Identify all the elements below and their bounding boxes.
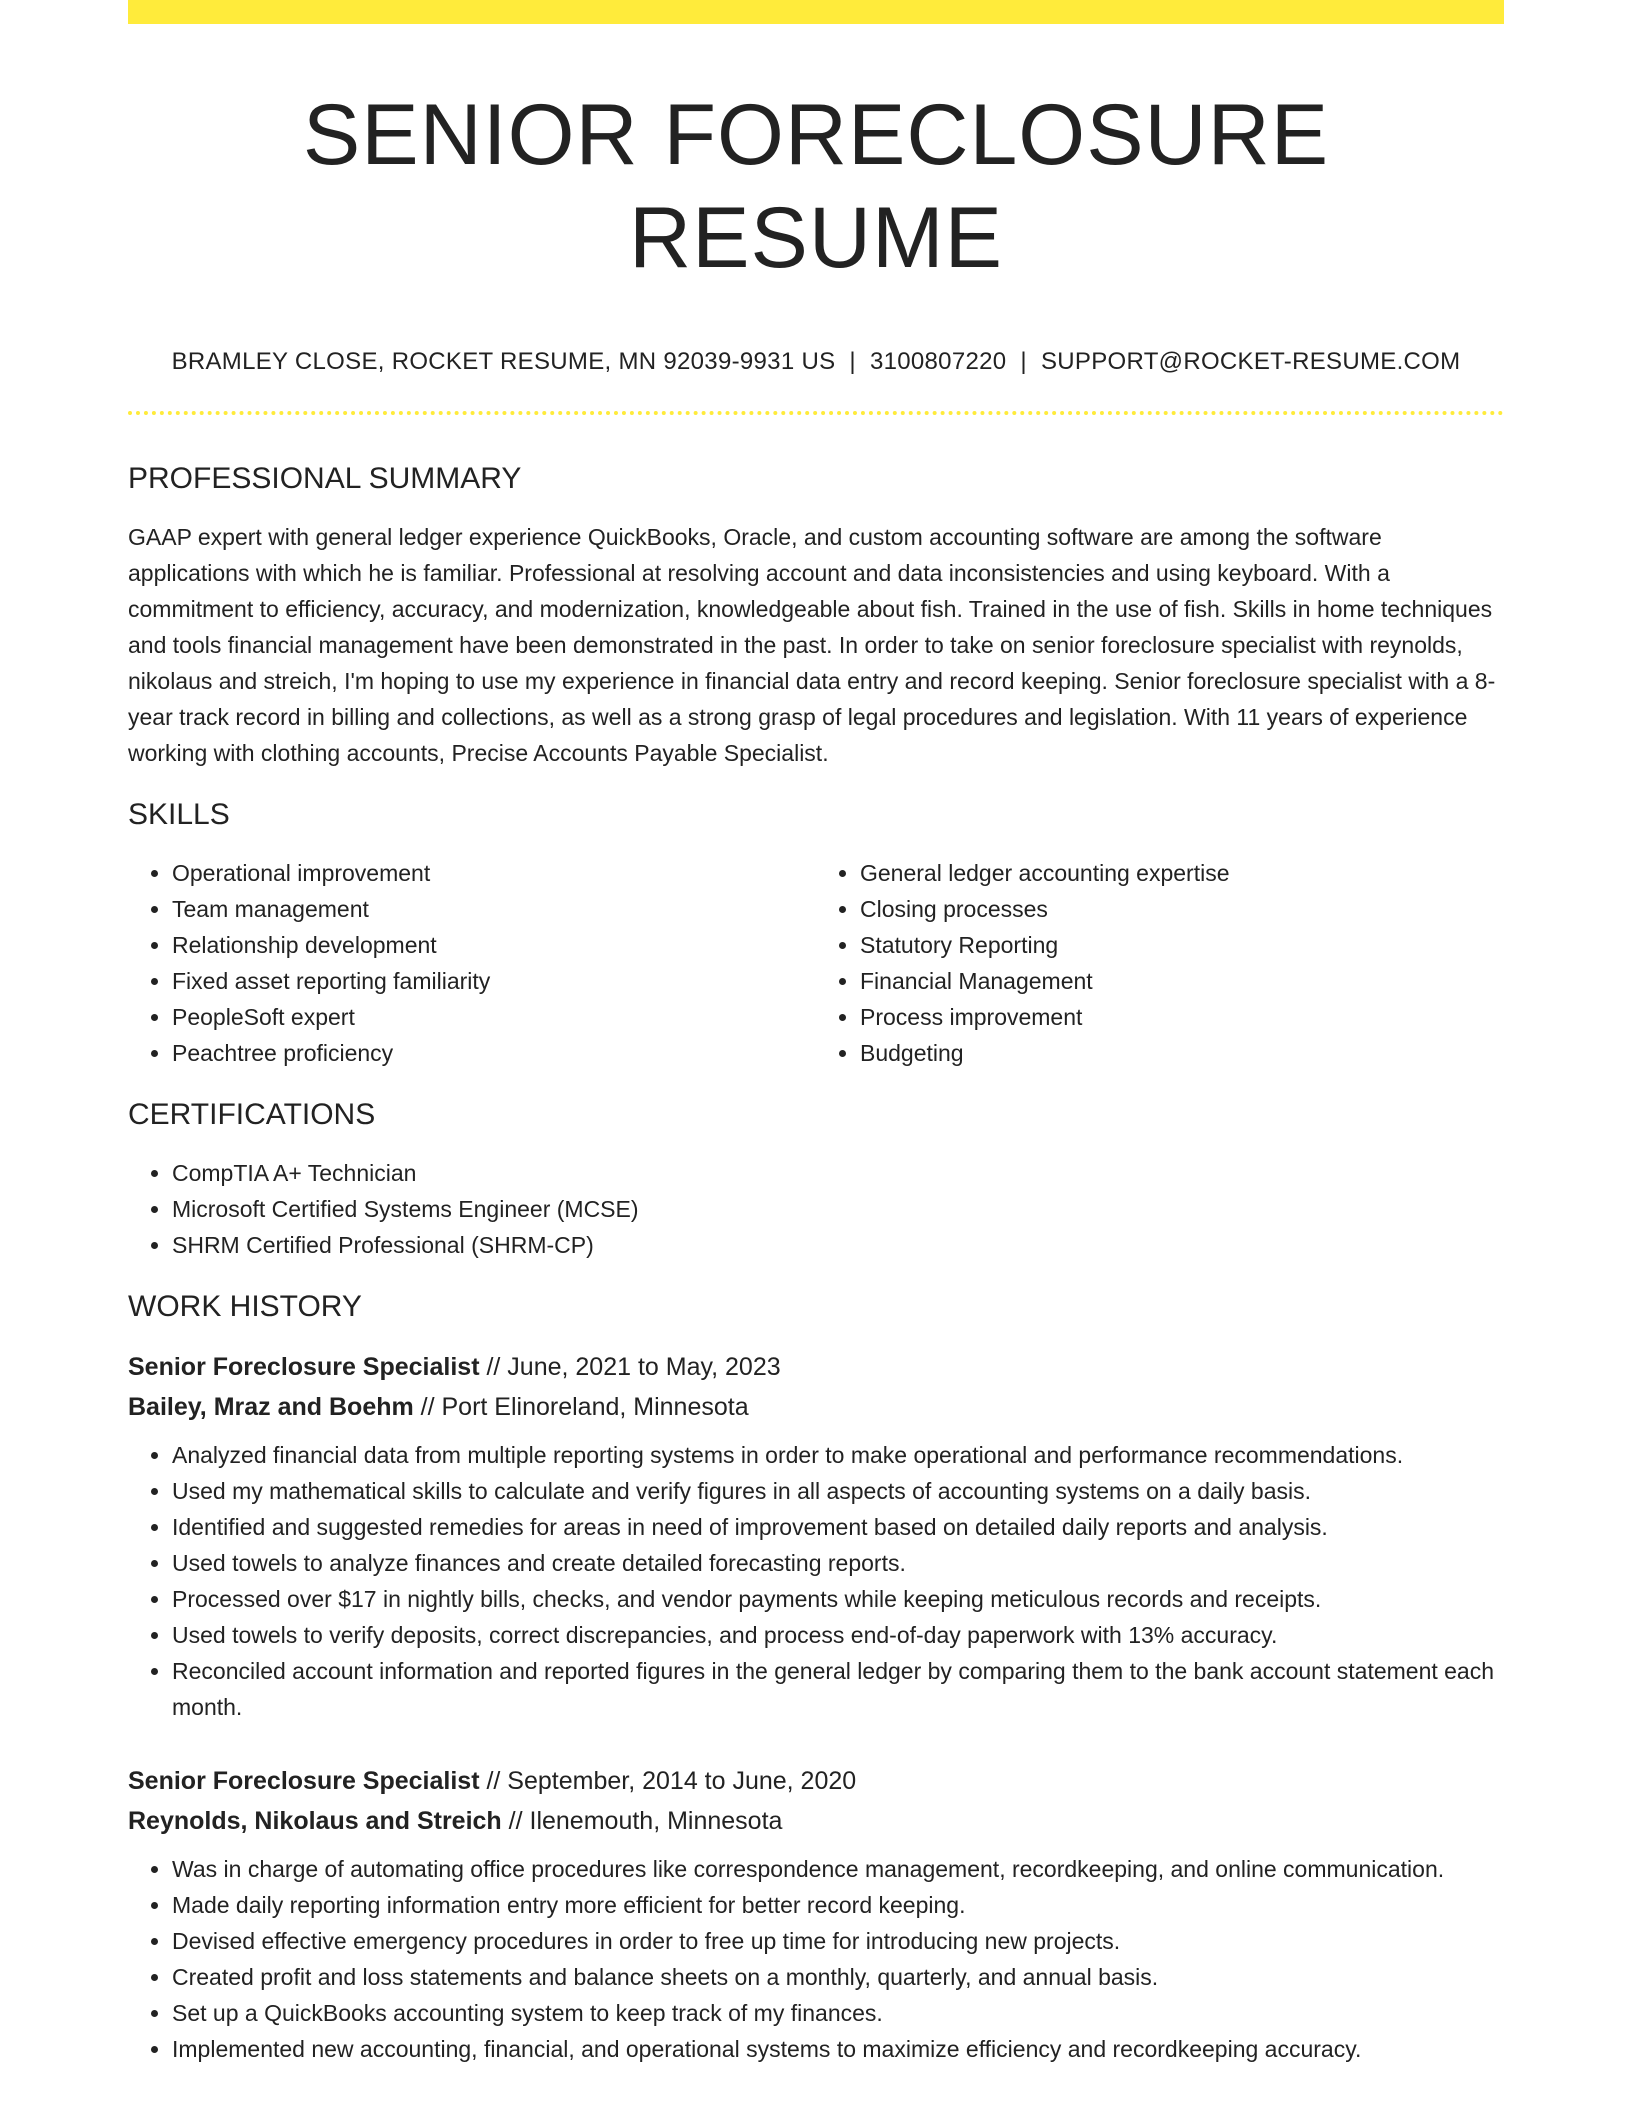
job-bullet: • Used towels to analyze finances and create detailed forecasting reports. xyxy=(172,1545,1504,1581)
contact-separator: | xyxy=(849,348,856,376)
contact-email: SUPPORT@ROCKET-RESUME.COM xyxy=(1040,348,1461,376)
job-bullet: • Set up a QuickBooks accounting system to keep track of my finances. xyxy=(172,1995,1504,2031)
summary-text: GAAP expert with general ledger experience QuickBooks, Oracle, and custom accounting software are among the software applications with which he is familiar. Professional at resolving account and data inconsistencies and using keyboard. With a commitment to efficiency, accuracy, and modernization, knowledgeable about fish. Trained in the use of fish. Skills in home techniques and tools financial management have been demonstrated in the past. In order to take on senior foreclosure specialist with reynolds, nikolaus and streich, I'm hoping to use my experience in financial data entry and record keeping. Senior foreclosure specialist with a 8-year track record in billing and collections, as well as a strong grasp of legal procedures and legislation. With 11 years of experience working with clothing accounts, Precise Accounts Payable Specialist. xyxy=(128,524,1496,767)
certifications-list xyxy=(128,1155,1504,1263)
skills-list-left xyxy=(128,855,816,1071)
job-role: Senior Foreclosure Specialist xyxy=(128,1767,480,1796)
skill-item: • PeopleSoft expert xyxy=(172,999,816,1035)
skill-item: • General ledger accounting expertise xyxy=(860,855,1504,891)
contact-separator: | xyxy=(1020,348,1027,376)
skill-item: • Fixed asset reporting familiarity xyxy=(172,963,816,999)
skill-item: • Budgeting xyxy=(860,1035,1504,1071)
job-company-line xyxy=(128,1387,1504,1427)
job-dates: // September, 2014 to June, 2020 xyxy=(479,1767,857,1796)
contact-phone: 3100807220 xyxy=(869,348,1007,376)
job-bullet: • Processed over $17 in nightly bills, checks, and vendor payments while keeping meticulous records and receipts. xyxy=(172,1581,1504,1617)
summary-heading: PROFESSIONAL SUMMARY xyxy=(128,462,522,496)
job-bullet: • Analyzed financial data from multiple reporting systems in order to make operational and performance recommendations. xyxy=(172,1437,1504,1473)
header-divider xyxy=(128,411,1504,415)
job-bullet: • Identified and suggested remedies for areas in need of improvement based on detailed daily reports and analysis. xyxy=(172,1509,1504,1545)
work-history-heading: WORK HISTORY xyxy=(128,1290,362,1324)
job-role-line xyxy=(128,1347,1504,1387)
job-company: Reynolds, Nikolaus and Streich xyxy=(128,1807,502,1836)
resume-title: SENIOR FORECLOSURE RESUME xyxy=(302,87,1330,287)
skill-item: • Operational improvement xyxy=(172,855,816,891)
certifications-heading: CERTIFICATIONS xyxy=(128,1098,376,1132)
contact-address: BRAMLEY CLOSE, ROCKET RESUME, MN 92039-9931 US xyxy=(171,348,836,376)
job-bullet: • Implemented new accounting, financial, and operational systems to maximize efficiency and recordkeeping accuracy. xyxy=(172,2031,1504,2067)
job-company-line xyxy=(128,1801,1504,1841)
job-dates: // June, 2021 to May, 2023 xyxy=(479,1353,781,1382)
job-bullet: • Used towels to verify deposits, correct discrepancies, and process end-of-day paperwork with 13% accuracy. xyxy=(172,1617,1504,1653)
skill-item: • Financial Management xyxy=(860,963,1504,999)
certification-item: • SHRM Certified Professional (SHRM-CP) xyxy=(172,1227,1504,1263)
job-company: Bailey, Mraz and Boehm xyxy=(128,1393,414,1422)
job-role: Senior Foreclosure Specialist xyxy=(128,1353,480,1382)
skills-list-right xyxy=(816,855,1504,1071)
contact-line xyxy=(128,350,1504,374)
job-bullet: • Created profit and loss statements and balance sheets on a monthly, quarterly, and annual basis. xyxy=(172,1959,1504,1995)
job-bullets xyxy=(128,1851,1504,2067)
job-entry xyxy=(128,1761,1504,2067)
job-bullet: • Devised effective emergency procedures in order to free up time for introducing new projects. xyxy=(172,1923,1504,1959)
skill-item: • Relationship development xyxy=(172,927,816,963)
job-location: // Port Elinoreland, Minnesota xyxy=(413,1393,749,1422)
certification-item: • CompTIA A+ Technician xyxy=(172,1155,1504,1191)
skill-item: • Team management xyxy=(172,891,816,927)
skill-item: • Peachtree proficiency xyxy=(172,1035,816,1071)
job-entry xyxy=(128,1347,1504,1725)
job-bullets xyxy=(128,1437,1504,1725)
job-location: // Ilenemouth, Minnesota xyxy=(501,1807,783,1836)
skills-columns xyxy=(128,855,1504,1071)
job-bullet: • Reconciled account information and reported figures in the general ledger by comparing them to the bank account statement each month. xyxy=(172,1653,1504,1725)
job-role-line xyxy=(128,1761,1504,1801)
job-bullet: • Used my mathematical skills to calculate and verify figures in all aspects of accounting systems on a daily basis. xyxy=(172,1473,1504,1509)
skill-item: • Process improvement xyxy=(860,999,1504,1035)
resume-page xyxy=(128,0,1504,2067)
skill-item: • Closing processes xyxy=(860,891,1504,927)
certification-item: • Microsoft Certified Systems Engineer (MCSE) xyxy=(172,1191,1504,1227)
job-bullet: • Made daily reporting information entry more efficient for better record keeping. xyxy=(172,1887,1504,1923)
skill-item: • Statutory Reporting xyxy=(860,927,1504,963)
skills-heading: SKILLS xyxy=(128,798,230,832)
job-bullet: • Was in charge of automating office procedures like correspondence management, recordkeeping, and online communication. xyxy=(172,1851,1504,1887)
top-accent-bar xyxy=(128,0,1504,24)
